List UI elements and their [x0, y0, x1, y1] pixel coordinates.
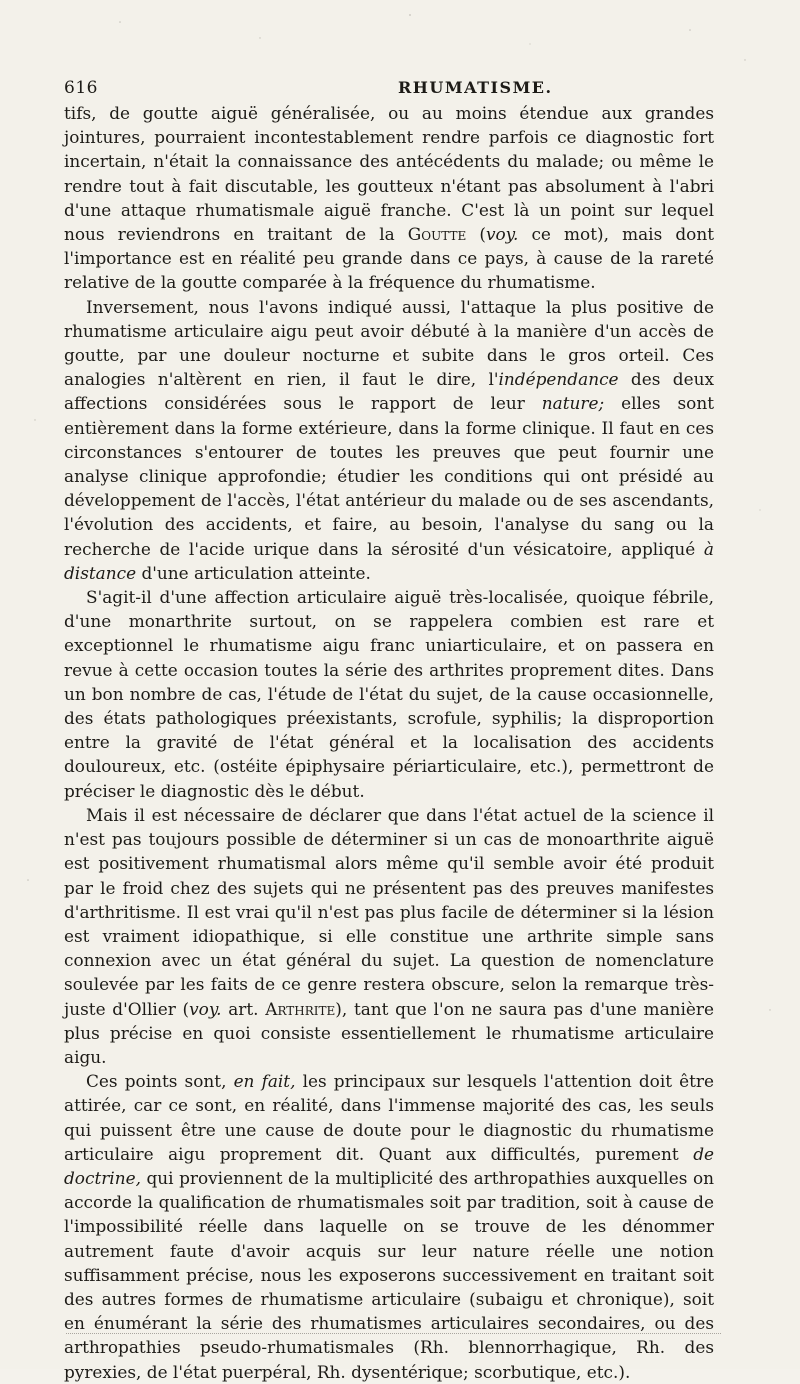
paragraph-text: d'une articulation atteinte.: [136, 562, 371, 583]
paragraph-text: Mais il est nécessaire de déclarer que dans l'état actuel de la science il n'est pas toujours possible de déterminer si un cas de monoarthrite aiguë est positivement rhumatismal alors même qu'il semble avoir été produit par le froid chez des sujets qui ne présentent pas des preuves manifestes d'arthritisme. Il est vrai qu'il n'est pas plus facile de déterminer si la lésion est vraiment idiopathique, si elle constitue une arthrite simple sans connexion avec un état général du sujet. La question de nomenclature soulevée par les faits de ce genre restera obscure, selon la remarque très-juste d'Ollier (: [64, 804, 714, 1019]
paragraph-text: (: [466, 224, 486, 245]
paragraph-text: S'agit-il d'une affection articulaire aiguë très-localisée, quoique fébrile, d'une monarthrite surtout, on se rappelera combien est rare et exceptionnel le rhumatisme aigu franc uniarticulaire, et on passera en revue à cette occasion toutes la série des arthrites proprement dites. Dans un bon nombre de cas, l'étude de l'état du sujet, de la cause occasionnelle, des états pathologiques préexistants, scrofule, syphilis; la disproportion entre la gravité de l'état général et la localisation des accidents douloureux, etc. (ostéite épiphysaire périarticulaire, etc.), permettront de préciser le diagnostic dès le début.: [64, 587, 714, 801]
page-header: [62, 78, 722, 102]
italic-text: nature;: [541, 393, 605, 414]
paragraph-text: tifs, de goutte aiguë généralisée, ou au moins étendue aux grandes jointures, pourraient incontestablement rendre parfois ce diagnostic fort incertain, n'était la connaissance des antécédents du malade; ou même le rendre tout à fait discutable, les goutteux n'étant pas absolument à l'abri d'une attaque rhumatismale aiguë franche. C'est là un point sur lequel nous reviendrons en traitant de la: [64, 103, 714, 245]
italic-text: à distance: [64, 538, 714, 583]
paragraph-text: ), tant que l'on ne saura pas d'une manière plus précise en quoi consiste essentiellement le rhumatisme articulaire aigu.: [64, 998, 714, 1067]
bottom-dotted-rule: [66, 1333, 721, 1334]
italic-text: indépendance: [498, 369, 619, 390]
italic-text: voy.: [485, 224, 519, 245]
italic-text: en fait,: [233, 1071, 296, 1092]
paragraph-text: les principaux sur lesquels l'attention doit être attirée, car ce sont, en réalité, dans l'immense majorité des cas, les seuls qui puissent être une cause de doute pour le diagnostic du rhumatisme articulaire aigu proprement dit. Quant aux difficultés, purement: [64, 1071, 714, 1164]
page-number: 616: [64, 78, 98, 98]
paragraph-text: elles sont entièrement dans la forme extérieure, dans la forme clinique. Il faut en ces circonstances s'entourer de toutes les preuves que peut fournir une analyse clinique approfondie; étudier les conditions qui ont présidé au développement de l'accès, l'état antérieur du malade ou de ses ascendants, l'évolution des accidents, et faire, au besoin, l'analyse du sang ou la recherche de l'acide urique dans la sérosité d'un vésicatoire, appliqué: [64, 393, 714, 559]
italic-text: voy.: [189, 998, 222, 1019]
paragraph-text: qui proviennent de la multiplicité des arthropathies auxquelles on accorde la qualification de rhumatismales soit par tradition, soit à cause de l'impossibilité réelle dans laquelle on se trouve de les dénommer autrement faute d'avoir acquis sur leur nature réelle une notion suffisamment précise, nous les exposerons successivement en traitant soit des autres formes de rhumatisme articulaire (subaigu et chronique), soit en énumérant la série des rhumatismes articulaires secondaires, ou des arthropathies pseudo-rhumatismales (Rh. blennorrhagique, Rh. des pyrexies, de l'état puerpéral, Rh. dysentérique; scorbutique, etc.).: [64, 1167, 714, 1382]
paragraph: [64, 295, 714, 585]
paragraph-text: des deux affections considérées sous le rapport de leur: [64, 369, 714, 414]
paragraph-continuation: [64, 101, 714, 295]
running-head: RHUMATISME.: [398, 78, 553, 97]
paragraph-text: art.: [221, 998, 266, 1019]
body-text: [64, 101, 714, 1384]
paragraph: [64, 1069, 714, 1384]
paragraph: [64, 585, 714, 803]
paragraph: [64, 803, 714, 1069]
paragraph-text: Ces points sont,: [86, 1071, 234, 1092]
cross-reference-smallcaps: Goutte: [407, 224, 467, 245]
paragraph-text: ce mot), mais dont l'importance est en réalité peu grande dans ce pays, à cause de la rareté relative de la goutte comparée à la fréquence du rhumatisme.: [64, 224, 714, 293]
italic-text: de doctrine,: [64, 1143, 714, 1188]
paragraph-text: Inversement, nous l'avons indiqué aussi, l'attaque la plus positive de rhumatisme articulaire aigu peut avoir débuté à la manière d'un accès de goutte, par une douleur nocturne et subite dans le gros orteil. Ces analogies n'altèrent en rien, il faut le dire, l': [64, 296, 714, 390]
cross-reference-smallcaps: Arthrite: [265, 998, 336, 1019]
